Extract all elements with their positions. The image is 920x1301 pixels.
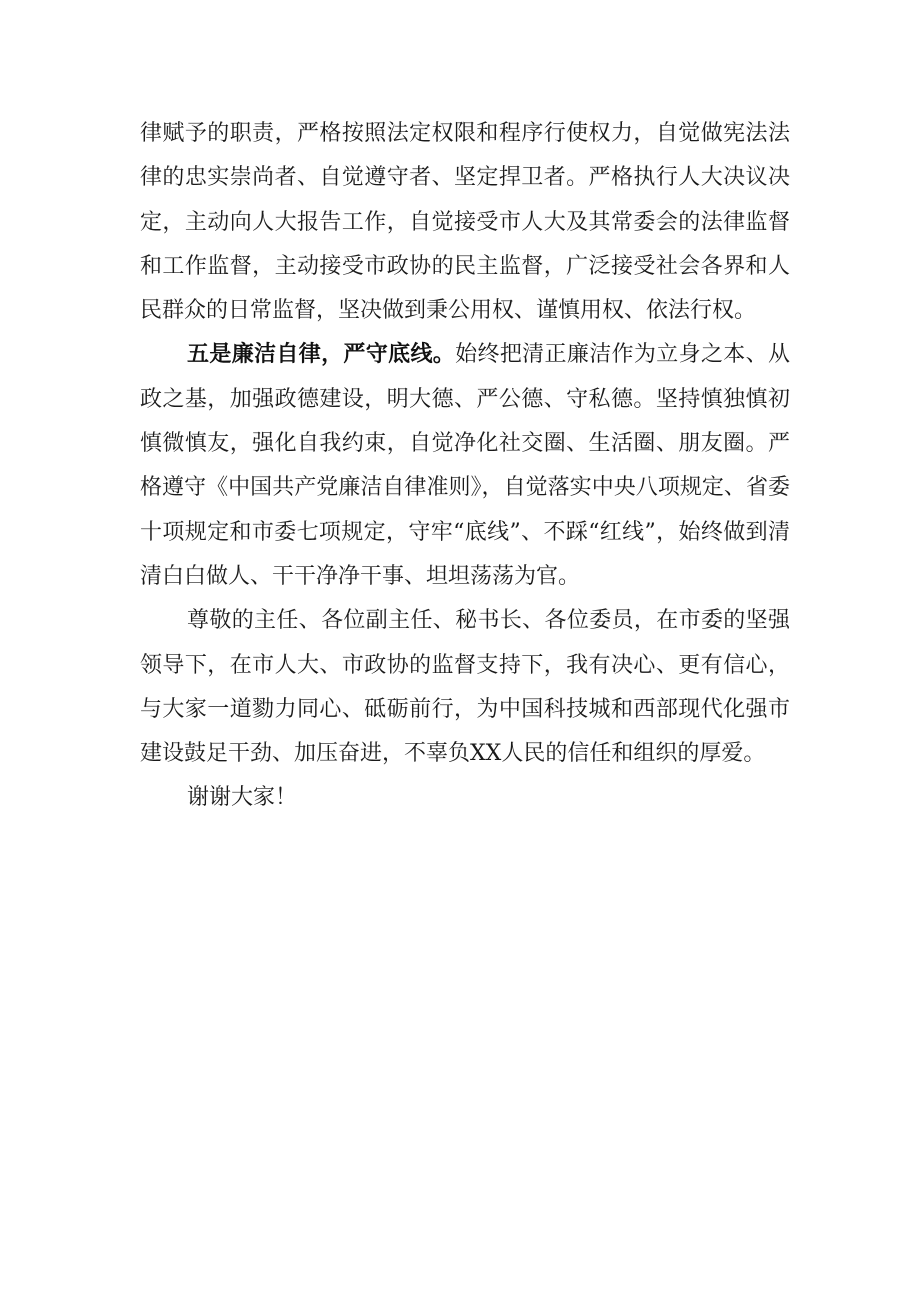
paragraph-closing-pledge — [140, 599, 790, 776]
paragraph-text: 律赋予的职责，严格按照法定权限和程序行使权力，自觉做宪法法律的忠实崇尚者、自觉遵守者、坚定捍卫者。严格执行人大决议决定，主动向人大报告工作，自觉接受市人大及其常委会的法律监督和工作监督，主动接受市政协的民主监督，广泛接受社会各界和人民群众的日常监督，坚决做到秉公用权、谨慎用权、依法行权。 — [140, 121, 790, 324]
paragraph-text: 尊敬的主任、各位副主任、秘书长、各位委员，在市委的坚强领导下，在市人大、市政协的监督支持下，我有决心、更有信心，与大家一道勠力同心、砥砺前行，为中国科技城和西部现代化强市建设鼓足干劲、加压奋进，不辜负XX人民的信任和组织的厚爱。 — [140, 608, 790, 767]
paragraph-integrity — [140, 333, 790, 599]
document-body — [140, 112, 790, 821]
paragraph-lead-heading: 五是廉洁自律，严守底线。 — [187, 342, 456, 368]
paragraph-thanks — [140, 776, 790, 820]
paragraph-legal-duty — [140, 112, 790, 333]
paragraph-text: 始终把清正廉洁作为立身之本、从政之基，加强政德建设，明大德、严公德、守私德。坚持慎独慎初慎微慎友，强化自我约束，自觉净化社交圈、生活圈、朋友圈。严格遵守《中国共产党廉洁自律准则》，自觉落实中央八项规定、省委十项规定和市委七项规定，守牢“底线”、不踩“红线”，始终做到清清白白做人、干干净净干事、坦坦荡荡为官。 — [140, 342, 790, 589]
paragraph-text: 谢谢大家！ — [187, 785, 298, 811]
